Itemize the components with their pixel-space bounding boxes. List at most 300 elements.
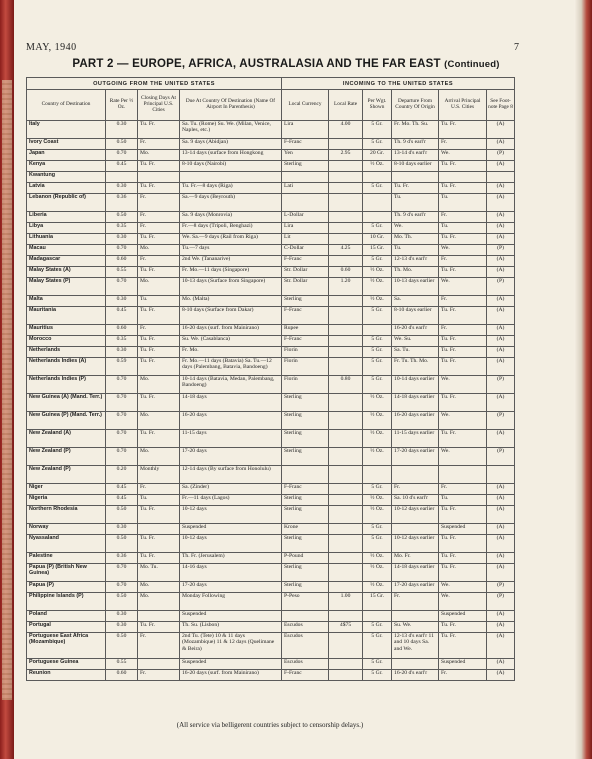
cell-arrival: We. [439, 582, 487, 593]
table-row [27, 659, 515, 670]
cell-local-rate [329, 139, 363, 150]
cell-local-rate [329, 553, 363, 564]
cell-due: Fr.—8 days (Tripoli, Benghazi) [180, 223, 282, 234]
cell-rate: 0.30 [106, 234, 138, 245]
cell-country: New Guinea (P) (Mand. Terr.) [27, 412, 106, 430]
cell-footnote: (P) [487, 448, 515, 466]
cell-footnote: (A) [487, 495, 515, 506]
cell-local-rate [329, 611, 363, 622]
cell-closing: Mo. [138, 150, 180, 161]
cell-weight [363, 466, 392, 484]
cell-footnote: (P) [487, 582, 515, 593]
table-row [27, 212, 515, 223]
cell-due: 16-20 days (surf. from Mainirano) [180, 325, 282, 336]
col-header-arrival: Arrival Principal U.S. Cities [439, 90, 487, 121]
cell-local-rate [329, 582, 363, 593]
cell-country: Nigeria [27, 495, 106, 506]
cell-closing: Tu. Fr. [138, 535, 180, 553]
table-row [27, 622, 515, 633]
cell-country: New Zealand (P) [27, 466, 106, 484]
cell-weight: 5 Gr. [363, 633, 392, 659]
cell-local-rate: 1.00 [329, 593, 363, 611]
cell-currency [282, 172, 329, 183]
cell-local-rate: 1.20 [329, 278, 363, 296]
cell-country: Japan [27, 150, 106, 161]
cell-currency: Sterling [282, 296, 329, 307]
cell-footnote: (A) [487, 564, 515, 582]
cell-closing [138, 172, 180, 183]
cell-weight [363, 194, 392, 212]
cell-departure: 10-12 days earlier [392, 506, 439, 524]
cell-departure: Fr. [392, 484, 439, 495]
cell-local-rate [329, 495, 363, 506]
cell-currency: P-Pound [282, 553, 329, 564]
cell-due: Fr. Mo.—11 days (Batavia) Sa. Tu.—12 days (Palembang, Batavia, Bandoeng) [180, 358, 282, 376]
cell-local-rate: 2.95 [329, 150, 363, 161]
cell-currency: Str. Dollar [282, 278, 329, 296]
cell-arrival: Suspended [439, 524, 487, 535]
cell-arrival: Tu. [439, 194, 487, 212]
cell-departure: Sa. 10 d's earl'r [392, 495, 439, 506]
cell-weight [363, 325, 392, 336]
cell-departure: 10-13 days earlier [392, 278, 439, 296]
cell-weight: 5 Gr. [363, 347, 392, 358]
cell-departure: 8-10 days earlier [392, 161, 439, 172]
cell-country: New Zealand (A) [27, 430, 106, 448]
cell-closing: Fr. [138, 256, 180, 267]
cell-rate: 0.30 [106, 622, 138, 633]
cell-rate: 0.70 [106, 278, 138, 296]
cell-arrival: We. [439, 245, 487, 256]
cell-closing: Mo. Tu. [138, 564, 180, 582]
cell-rate: 0.70 [106, 430, 138, 448]
cell-country: Poland [27, 611, 106, 622]
cell-footnote: (A) [487, 394, 515, 412]
cell-due: Th. Su. (Lisbon) [180, 622, 282, 633]
table-row [27, 234, 515, 245]
table-row [27, 194, 515, 212]
cell-local-rate [329, 394, 363, 412]
cell-currency: Lati [282, 183, 329, 194]
cell-departure: Th. Mo. [392, 267, 439, 278]
cell-arrival: Tu. Fr. [439, 336, 487, 347]
cell-closing: Tu. Fr. [138, 506, 180, 524]
table-row [27, 267, 515, 278]
cell-closing [138, 611, 180, 622]
cell-weight: ½ Oz. [363, 394, 392, 412]
cell-due: Fr.—11 days (Lagos) [180, 495, 282, 506]
cell-rate: 0.70 [106, 582, 138, 593]
cell-closing: Mo. [138, 376, 180, 394]
cell-due: 10-14 days (Batavia, Medan, Palembang, Bandoeng) [180, 376, 282, 394]
table-row [27, 430, 515, 448]
cell-weight: ½ Oz. [363, 553, 392, 564]
cell-rate: 0.50 [106, 593, 138, 611]
table-row [27, 358, 515, 376]
cell-local-rate [329, 466, 363, 484]
cell-departure: 12-13 d's earl'r [392, 256, 439, 267]
cell-due: Fr. Mo. [180, 347, 282, 358]
cell-departure: 11-15 days earlier [392, 430, 439, 448]
table-row [27, 325, 515, 336]
cell-weight [363, 212, 392, 223]
cell-country: Kenya [27, 161, 106, 172]
cell-rate: 0.35 [106, 223, 138, 234]
cell-weight: 5 Gr. [363, 256, 392, 267]
cell-rate: 0.50 [106, 633, 138, 659]
cell-arrival: Fr. [439, 484, 487, 495]
cell-closing: Tu. Fr. [138, 336, 180, 347]
cell-country: Lebanon (Republic of) [27, 194, 106, 212]
cell-weight: 5 Gr. [363, 622, 392, 633]
cell-footnote: (A) [487, 183, 515, 194]
cell-arrival: Tu. [439, 495, 487, 506]
cell-currency: Florin [282, 347, 329, 358]
cell-rate: 0.45 [106, 495, 138, 506]
cell-closing: Tu. Fr. [138, 183, 180, 194]
cell-weight: 5 Gr. [363, 183, 392, 194]
table-row [27, 670, 515, 681]
cell-rate: 0.70 [106, 245, 138, 256]
table-row [27, 245, 515, 256]
cell-footnote: (A) [487, 267, 515, 278]
cell-country: Netherlands Indies (P) [27, 376, 106, 394]
cell-closing: Tu. Fr. [138, 267, 180, 278]
table-row [27, 633, 515, 659]
table-row [27, 524, 515, 535]
cell-country: Ivory Coast [27, 139, 106, 150]
cell-due: 11-15 days [180, 430, 282, 448]
cell-country: Netherlands [27, 347, 106, 358]
cell-footnote: (A) [487, 553, 515, 564]
cell-local-rate [329, 506, 363, 524]
cell-arrival: Tu. Fr. [439, 234, 487, 245]
cell-due: Suspended [180, 611, 282, 622]
cell-due: Fr. Mo.—11 days (Singapore) [180, 267, 282, 278]
cell-rate: 0.50 [106, 212, 138, 223]
cell-country: Netherlands Indies (A) [27, 358, 106, 376]
table-row [27, 484, 515, 495]
cell-rate: 0.60 [106, 670, 138, 681]
cell-currency [282, 611, 329, 622]
cell-arrival [439, 172, 487, 183]
cell-departure: Tu. [392, 194, 439, 212]
cell-rate: 0.70 [106, 412, 138, 430]
cell-footnote: (A) [487, 234, 515, 245]
table-row [27, 183, 515, 194]
table-row [27, 121, 515, 139]
cell-due: Sa. (Zinder) [180, 484, 282, 495]
cell-due: 2nd Tu. (Tete) 10 & 11 days (Mozambique) 11 & 12 days (Quelimane & Beira) [180, 633, 282, 659]
table-row [27, 139, 515, 150]
cell-rate: 0.30 [106, 347, 138, 358]
cell-local-rate [329, 358, 363, 376]
cell-due: 10-12 days [180, 535, 282, 553]
col-header-due: Due At Country Of Destination (Name Of Airport In Parenthesis) [180, 90, 282, 121]
cell-weight: 5 Gr. [363, 121, 392, 139]
cell-rate: 0.30 [106, 296, 138, 307]
cell-local-rate [329, 448, 363, 466]
cell-closing: Mo. [138, 278, 180, 296]
cell-footnote [487, 172, 515, 183]
cell-currency: Sterling [282, 412, 329, 430]
cell-departure [392, 524, 439, 535]
cell-rate: 0.30 [106, 524, 138, 535]
cell-rate: 0.70 [106, 448, 138, 466]
cell-country: Reunion [27, 670, 106, 681]
cell-departure: We. Su. [392, 336, 439, 347]
cell-currency: F-Franc [282, 336, 329, 347]
cell-closing [138, 659, 180, 670]
cell-due: Sa. 9 days (Abidjan) [180, 139, 282, 150]
cell-currency: Str. Dollar [282, 267, 329, 278]
cell-country: Latvia [27, 183, 106, 194]
cell-footnote: (A) [487, 358, 515, 376]
cell-currency: Sterling [282, 506, 329, 524]
cell-local-rate [329, 484, 363, 495]
cell-local-rate: 4.00 [329, 121, 363, 139]
cell-country: Malay States (P) [27, 278, 106, 296]
cell-due [180, 172, 282, 183]
cell-footnote: (P) [487, 593, 515, 611]
cell-departure: Sa. [392, 296, 439, 307]
cell-rate: 0.36 [106, 553, 138, 564]
cell-departure [392, 611, 439, 622]
cell-arrival: Fr. [439, 325, 487, 336]
cell-currency: Krone [282, 524, 329, 535]
cell-country: Italy [27, 121, 106, 139]
cell-country: Malta [27, 296, 106, 307]
cell-footnote: (A) [487, 659, 515, 670]
cell-footnote: (A) [487, 336, 515, 347]
cell-country: Kwantung [27, 172, 106, 183]
cell-arrival: Fr. [439, 670, 487, 681]
cell-departure: 10-14 days earlier [392, 376, 439, 394]
table-row [27, 506, 515, 524]
cell-footnote: (A) [487, 430, 515, 448]
cell-arrival: Tu. Fr. [439, 394, 487, 412]
cell-rate: 0.59 [106, 358, 138, 376]
cell-local-rate [329, 161, 363, 172]
cell-weight [363, 172, 392, 183]
cell-local-rate: 0.80 [329, 376, 363, 394]
cell-currency: F-Franc [282, 670, 329, 681]
cell-due: 14-16 days [180, 564, 282, 582]
cell-due: Sa.—9 days (Beyrouth) [180, 194, 282, 212]
cell-due: 10-12 days [180, 506, 282, 524]
cell-currency [282, 466, 329, 484]
cell-closing: Mo. [138, 593, 180, 611]
cell-arrival: Tu. Fr. [439, 564, 487, 582]
cell-footnote: (A) [487, 121, 515, 139]
cell-currency: L-Dollar [282, 212, 329, 223]
cell-departure: 16-20 days earlier [392, 412, 439, 430]
cell-footnote: (A) [487, 524, 515, 535]
cell-closing: Tu. Fr. [138, 394, 180, 412]
cell-currency: Florin [282, 376, 329, 394]
table-row [27, 296, 515, 307]
cell-country: Libya [27, 223, 106, 234]
cell-weight: 15 Gr. [363, 245, 392, 256]
cell-weight: 5 Gr. [363, 670, 392, 681]
col-header-country: Country of Destination [27, 90, 106, 121]
cell-country: Mauritius [27, 325, 106, 336]
cell-departure: Sa. Tu. [392, 347, 439, 358]
cell-currency: Escudos [282, 633, 329, 659]
cell-weight: ½ Oz. [363, 267, 392, 278]
cell-departure: 17-20 days earlier [392, 448, 439, 466]
cell-footnote: (A) [487, 212, 515, 223]
cell-local-rate [329, 535, 363, 553]
cell-closing: Fr. [138, 484, 180, 495]
cell-rate: 0.70 [106, 564, 138, 582]
cell-arrival: Tu. Fr. [439, 506, 487, 524]
cell-due: 17-20 days [180, 448, 282, 466]
cell-arrival [439, 466, 487, 484]
cell-closing: Mo. [138, 245, 180, 256]
cell-currency: Sterling [282, 535, 329, 553]
table-row [27, 611, 515, 622]
table-row [27, 535, 515, 553]
cell-local-rate [329, 430, 363, 448]
cell-due: 12-14 days (By surface from Honolulu) [180, 466, 282, 484]
cell-due: 17-20 days [180, 582, 282, 593]
cell-arrival: Suspended [439, 611, 487, 622]
cell-arrival: Tu. Fr. [439, 535, 487, 553]
col-header-closing: Closing Days At Principal U.S. Cities [138, 90, 180, 121]
cell-closing: Fr. [138, 633, 180, 659]
cell-departure: 10-12 days earlier [392, 535, 439, 553]
cell-currency: F-Franc [282, 139, 329, 150]
cell-closing: Tu. Fr. [138, 234, 180, 245]
cell-due: Tu. Fr.—8 days (Riga) [180, 183, 282, 194]
cell-rate: 0.30 [106, 611, 138, 622]
cell-departure: Fr. Tu. Th. Mo. [392, 358, 439, 376]
cell-weight: 5 Gr. [363, 307, 392, 325]
cell-footnote: (A) [487, 633, 515, 659]
cell-currency: Lira [282, 223, 329, 234]
cell-arrival: Tu. Fr. [439, 307, 487, 325]
cell-local-rate [329, 183, 363, 194]
cell-rate: 0.45 [106, 161, 138, 172]
table-row [27, 582, 515, 593]
cell-weight: 10 Gr. [363, 234, 392, 245]
cell-due: 8-10 days (Nairobi) [180, 161, 282, 172]
cell-due: Monday Following [180, 593, 282, 611]
cell-closing: Fr. [138, 223, 180, 234]
cell-currency [282, 194, 329, 212]
cell-due: Mo. (Malta) [180, 296, 282, 307]
table-row [27, 376, 515, 394]
cell-country: Papua (P) [27, 582, 106, 593]
cell-closing: Tu. Fr. [138, 161, 180, 172]
cell-rate: 0.35 [106, 336, 138, 347]
cell-weight: ½ Oz. [363, 278, 392, 296]
cell-country: Portuguese East Africa (Mozambique) [27, 633, 106, 659]
cell-departure: Su. We. [392, 622, 439, 633]
cell-arrival: We. [439, 150, 487, 161]
table-row [27, 307, 515, 325]
cell-local-rate [329, 659, 363, 670]
cell-closing: Mo. [138, 582, 180, 593]
cell-due: 16-20 days [180, 412, 282, 430]
page-edge-binding [574, 0, 592, 759]
cell-departure: 16-20 d's earl'r [392, 670, 439, 681]
cell-due: Tu.—7 days [180, 245, 282, 256]
cell-due: Suspended [180, 524, 282, 535]
cell-closing: Fr. [138, 325, 180, 336]
cell-footnote: (A) [487, 670, 515, 681]
cell-currency: Sterling [282, 161, 329, 172]
cell-footnote: (A) [487, 484, 515, 495]
table-row [27, 495, 515, 506]
header-page-number: 7 [514, 42, 519, 53]
cell-due: Su. We. (Casablanca) [180, 336, 282, 347]
cell-currency: Sterling [282, 448, 329, 466]
cell-weight: 5 Gr. [363, 358, 392, 376]
cell-rate: 0.36 [106, 194, 138, 212]
cell-arrival: Tu. Fr. [439, 183, 487, 194]
cell-departure: 16-20 d's earl'r [392, 325, 439, 336]
cell-weight: 5 Gr. [363, 376, 392, 394]
cell-rate: 0.70 [106, 376, 138, 394]
cell-arrival: Tu. Fr. [439, 633, 487, 659]
page-title-continued: (Continued) [444, 59, 500, 70]
cell-country: Malay States (A) [27, 267, 106, 278]
cell-currency: Lira [282, 121, 329, 139]
table-row [27, 161, 515, 172]
cell-currency: Escudos [282, 659, 329, 670]
cell-footnote: (A) [487, 296, 515, 307]
cell-local-rate [329, 564, 363, 582]
cell-departure: Fr. [392, 593, 439, 611]
table-row [27, 448, 515, 466]
cell-departure [392, 659, 439, 670]
cell-country: Niger [27, 484, 106, 495]
cell-rate: 0.55 [106, 267, 138, 278]
cell-closing: Mo. [138, 412, 180, 430]
cell-closing: Tu. Fr. [138, 358, 180, 376]
cell-local-rate [329, 212, 363, 223]
cell-footnote: (A) [487, 347, 515, 358]
cell-footnote: (A) [487, 535, 515, 553]
cell-arrival: Tu. Fr. [439, 622, 487, 633]
cell-rate: 0.20 [106, 466, 138, 484]
table-row [27, 223, 515, 234]
cell-closing: Tu. Fr. [138, 307, 180, 325]
cell-footnote: (A) [487, 307, 515, 325]
table-row [27, 256, 515, 267]
cell-country: New Guinea (A) (Mand. Terr.) [27, 394, 106, 412]
cell-weight: ½ Oz. [363, 564, 392, 582]
cell-due: Sa. 9 days (Monrovia) [180, 212, 282, 223]
cell-footnote: (A) [487, 622, 515, 633]
cell-arrival: We. [439, 376, 487, 394]
cell-closing: Fr. [138, 212, 180, 223]
cell-currency: Yen [282, 150, 329, 161]
cell-local-rate [329, 633, 363, 659]
cell-currency: Sterling [282, 582, 329, 593]
cell-country: Norway [27, 524, 106, 535]
cell-currency: C-Dollar [282, 245, 329, 256]
cell-weight: 5 Gr. [363, 524, 392, 535]
cell-country: Portuguese Guinea [27, 659, 106, 670]
cell-currency: Sterling [282, 564, 329, 582]
table-row [27, 336, 515, 347]
cell-arrival: Suspended [439, 659, 487, 670]
cell-local-rate [329, 325, 363, 336]
cell-due: 13-14 days (surface from Hongkong [180, 150, 282, 161]
